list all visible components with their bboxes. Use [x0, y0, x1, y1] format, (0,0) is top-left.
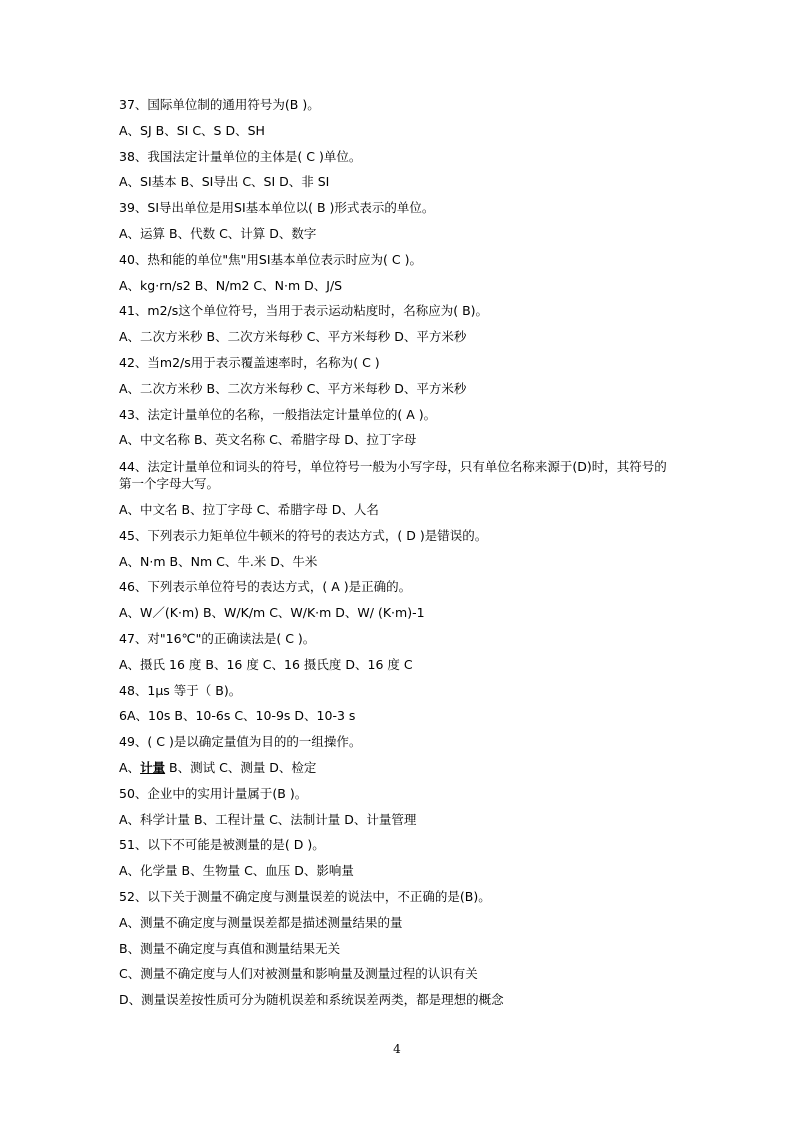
question-50: 50、企业中的实用计量属于(B )。 [119, 785, 308, 801]
options-52-a: A、测量不确定度与测量误差都是描述测量结果的量 [119, 914, 403, 930]
options-49 [119, 760, 679, 776]
options-43: A、中文名称 B、英文名称 C、希腊字母 D、拉丁字母 [119, 432, 417, 448]
question-52: 52、以下关于测量不确定度与测量误差的说法中，不正确的是(B)。 [119, 888, 491, 904]
question-37: 37、国际单位制的通用符号为(B )。 [119, 97, 320, 112]
question-45: 45、下列表示力矩单位牛顿米的符号的表达方式，( D )是错误的。 [119, 527, 488, 543]
options-42: A、二次方米秒 B、二次方米每秒 C、平方米每秒 D、平方米秒 [119, 380, 467, 396]
options-52-d: D、测量误差按性质可分为随机误差和系统误差两类，都是理想的概念 [119, 992, 504, 1008]
options-47: A、摄氏 16 度 B、16 度 C、16 摄氏度 D、16 度 C [119, 656, 413, 672]
options-51: A、化学量 B、生物量 C、血压 D、影响量 [119, 863, 354, 879]
question-42: 42、当m2/s用于表示覆盖速率时，名称为( C ) [119, 354, 380, 370]
question-list [119, 97, 679, 1018]
options-52-b: B、测量不确定度与真值和测量结果无关 [119, 940, 341, 956]
question-47: 47、对"16℃"的正确读法是( C )。 [119, 630, 316, 646]
question-41: 41、m2/s这个单位符号，当用于表示运动粘度时，名称应为( B)。 [119, 303, 489, 319]
question-44: 44、法定计量单位和词头的符号，单位符号一般为小写字母，只有单位名称来源于(D)时，其符号的第一个字母大写。 [119, 459, 667, 492]
options-52-c: C、测量不确定度与人们对被测量和影响量及测量过程的认识有关 [119, 966, 478, 982]
question-48: 48、1μs 等于（ B)。 [119, 682, 242, 698]
question-46: 46、下列表示单位符号的表达方式，( A )是正确的。 [119, 579, 412, 595]
question-38: 38、我国法定计量单位的主体是( C )单位。 [119, 148, 362, 164]
question-51: 51、以下不可能是被测量的是( D )。 [119, 837, 325, 853]
options-40: A、kg·rn/s2 B、N/m2 C、N·m D、J/S [119, 277, 343, 293]
question-39: 39、SI导出单位是用SI基本单位以( B )形式表示的单位。 [119, 200, 435, 216]
question-40: 40、热和能的单位"焦"用SI基本单位表示时应为( C )。 [119, 251, 422, 267]
options-37: A、SJ B、SI C、S D、SH [119, 122, 265, 138]
page-number: 4 [393, 1042, 401, 1056]
options-44: A、中文名 B、拉丁字母 C、希腊字母 D、人名 [119, 501, 379, 517]
options-39: A、运算 B、代数 C、计算 D、数字 [119, 225, 317, 241]
options-49-prefix: A、 [119, 759, 141, 775]
options-49-rest: B、测试 C、测量 D、检定 [165, 759, 317, 775]
options-50: A、科学计量 B、工程计量 C、法制计量 D、计量管理 [119, 811, 417, 827]
question-43: 43、法定计量单位的名称，一般指法定计量单位的( A )。 [119, 406, 437, 422]
options-48: 6A、10s B、10-6s C、10-9s D、10-3 s [119, 708, 356, 724]
question-49: 49、( C )是以确定量值为目的的一组操作。 [119, 734, 362, 750]
options-45: A、N·m B、Nm C、牛.米 D、牛米 [119, 553, 318, 569]
options-38: A、SI基本 B、SI导出 C、SI D、非 SI [119, 174, 330, 190]
options-46: A、W／(K·m) B、W/K/m C、W/K·m D、W/ (K·m)-1 [119, 605, 425, 621]
options-49-emphasized-answer: 计量 [140, 759, 166, 775]
options-41: A、二次方米秒 B、二次方米每秒 C、平方米每秒 D、平方米秒 [119, 329, 467, 345]
